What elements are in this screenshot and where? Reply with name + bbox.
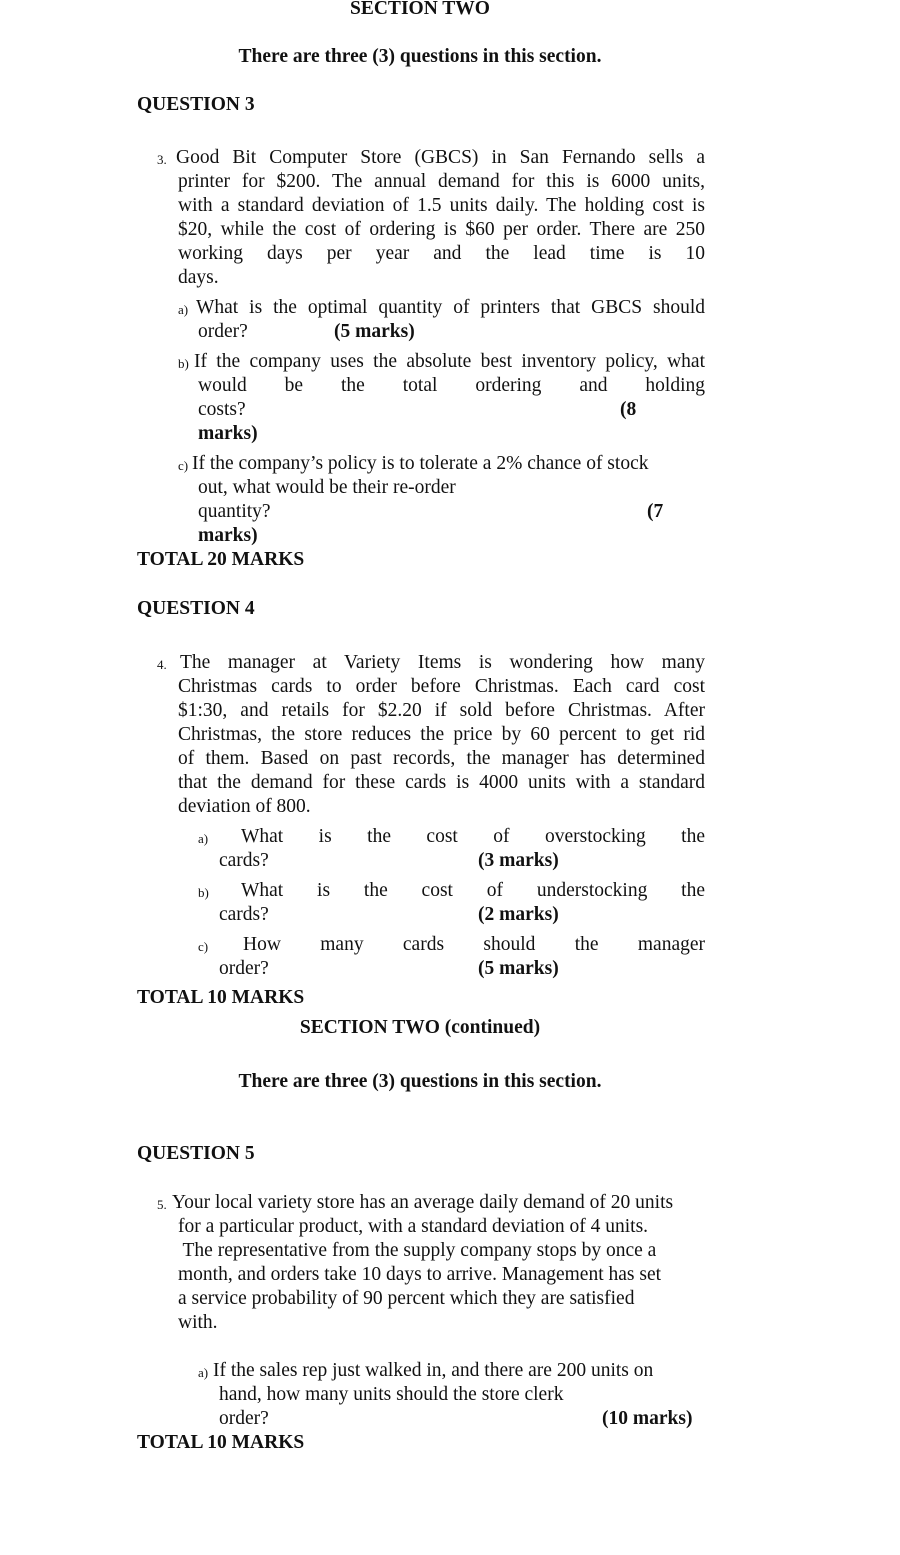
q4-b-text2: cards?: [219, 904, 269, 925]
q5-line: The representative from the supply company stops by once a: [178, 1240, 657, 1261]
q3-line: printer for $200. The annual demand for this is 6000 units,: [178, 171, 705, 192]
q3-line: Good Bit Computer Store (GBCS) in San Fernando sells a: [176, 147, 705, 168]
q3-b-marks2: marks): [198, 423, 258, 444]
q3-b-text3: costs?: [198, 399, 246, 420]
q3-b-text: If the company uses the absolute best inventory policy, what: [194, 351, 705, 372]
q4-total: TOTAL 10 MARKS: [137, 987, 305, 1008]
q4-a-text2: cards?: [219, 850, 269, 871]
question-3-body: [176, 146, 705, 170]
q5-line: with.: [178, 1312, 218, 1333]
q4-c-text2: order?: [219, 958, 269, 979]
q4-a-marks: (3 marks): [478, 850, 559, 871]
q4-a-text: What is the cost of overstocking the: [241, 826, 705, 847]
question-3-heading: QUESTION 3: [137, 94, 255, 115]
q4-c-marks: (5 marks): [478, 958, 559, 979]
q5-line: a service probability of 90 percent which they are satisfied: [178, 1288, 635, 1309]
q5-line: month, and orders take 10 days to arrive. Management has set: [178, 1264, 662, 1285]
q4-b-text: What is the cost of understocking the: [241, 880, 705, 901]
q4-line: The manager at Variety Items is wondering how many: [180, 652, 705, 673]
q3-line: working days per year and the lead time is 10: [178, 243, 705, 264]
q5-a-label: a): [198, 1365, 209, 1380]
question-4-body: [180, 651, 705, 675]
q3-b-text2: would be the total ordering and holding: [198, 375, 705, 396]
q4-line: deviation of 800.: [178, 796, 311, 817]
q4-c-text: How many cards should the manager: [243, 934, 705, 955]
q5-a-marks: (10 marks): [602, 1408, 693, 1429]
question-4-number: 4.: [157, 657, 167, 672]
q3-c-text: If the company’s policy is to tolerate a 2% chance of stock: [192, 453, 649, 474]
q3-a-label: a): [178, 302, 189, 317]
q5-line-first: Your local variety store has an average daily demand of 20 units: [172, 1192, 674, 1213]
q4-b-label: b): [198, 885, 209, 900]
q5-a-text2: hand, how many units should the store clerk: [219, 1384, 564, 1405]
q4-c-label: c): [198, 939, 209, 954]
question-5-number: 5.: [157, 1197, 167, 1212]
q3-a-text: What is the optimal quantity of printers that GBCS should: [196, 297, 705, 318]
q3-a-text2: order?: [198, 321, 248, 342]
section-title: SECTION TWO: [350, 0, 490, 19]
q3-line: with a standard deviation of 1.5 units daily. The holding cost is: [178, 195, 705, 216]
q3-a-marks: (5 marks): [334, 321, 415, 342]
q4-line: Christmas cards to order before Christmas. Each card cost: [178, 676, 705, 697]
section-intro: There are three (3) questions in this section.: [238, 46, 602, 67]
q3-c-text3: quantity?: [198, 501, 271, 522]
q4-line: Christmas, the store reduces the price by 60 percent to get rid: [178, 724, 705, 745]
q3-c-text2: out, what would be their re-order: [198, 477, 456, 498]
q4-line: $1:30, and retails for $2.20 if sold before Christmas. After: [178, 700, 705, 721]
q3-c-marks2: marks): [198, 525, 258, 546]
q4-line: of them. Based on past records, the manager has determined: [178, 748, 705, 769]
question-3-body-cont: [178, 170, 705, 290]
q3-line: $20, while the cost of ordering is $60 per order. There are 250: [178, 219, 705, 240]
question-3-number: 3.: [157, 152, 167, 167]
question-5-body: [178, 1215, 661, 1335]
question-5-heading: QUESTION 5: [137, 1143, 255, 1164]
q5-total: TOTAL 10 MARKS: [137, 1432, 305, 1453]
section-title-continued: SECTION TWO (continued): [299, 1017, 541, 1038]
q3-total: TOTAL 20 MARKS: [137, 549, 305, 570]
q5-line: for a particular product, with a standard deviation of 4 units.: [178, 1216, 649, 1237]
question-4-heading: QUESTION 4: [137, 598, 255, 619]
q3-b-label: b): [178, 356, 189, 371]
q4-line: that the demand for these cards is 4000 units with a standard: [178, 772, 705, 793]
section-intro-continued: There are three (3) questions in this section.: [238, 1071, 602, 1092]
q5-a-text: If the sales rep just walked in, and there are 200 units on: [213, 1360, 654, 1381]
q3-c-marks: (7: [647, 501, 664, 522]
q4-a-label: a): [198, 831, 209, 846]
q4-b-marks: (2 marks): [478, 904, 559, 925]
q3-c-label: c): [178, 458, 189, 473]
question-4-body-cont: [178, 675, 705, 819]
q3-b-marks: (8: [620, 399, 637, 420]
q3-line: days.: [178, 267, 219, 288]
q5-a-text3: order?: [219, 1408, 269, 1429]
